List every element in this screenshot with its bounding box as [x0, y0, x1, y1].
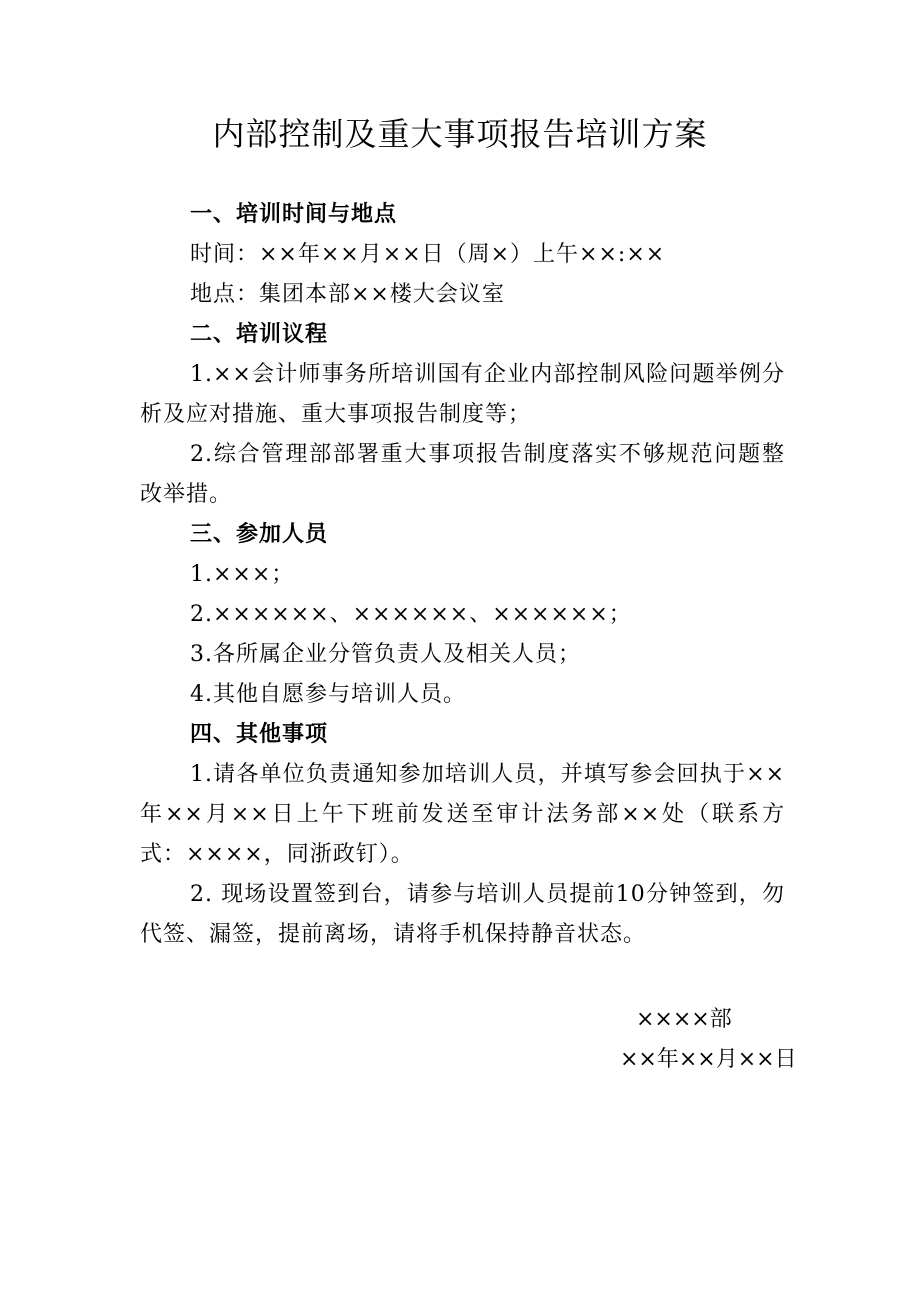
- participant-item-2: 2.××××××、××××××、××××××；: [190, 602, 632, 627]
- agenda-item-1: 1.××会计师事务所培训国有企业内部控制风险问题举例分析及应对措施、重大事项报告制度等；: [140, 362, 785, 427]
- agenda-item-2: 2.综合管理部部署重大事项报告制度落实不够规范问题整改举措。: [140, 442, 785, 507]
- section-heading-participants: 三、参加人员: [190, 522, 329, 547]
- section-heading-training-agenda: 二、培训议程: [190, 322, 329, 347]
- training-time: 时间：××年××月××日（周×）上午××:××: [190, 242, 666, 267]
- section-heading-training-time-place: 一、培训时间与地点: [190, 202, 398, 227]
- document-title: 内部控制及重大事项报告培训方案: [212, 115, 708, 153]
- document-body: [140, 195, 785, 955]
- section-heading-other-matters: 四、其他事项: [190, 722, 329, 747]
- signature-date: ××年××月××日: [620, 1047, 797, 1072]
- other-matter-item-2: 2. 现场设置签到台，请参与培训人员提前10分钟签到，勿代签、漏签，提前离场，请将手机保持静音状态。: [140, 882, 785, 947]
- participant-item-3: 3.各所属企业分管负责人及相关人员；: [190, 642, 581, 667]
- other-matter-item-1: 1.请各单位负责通知参加培训人员，并填写参会回执于××年××月××日上午下班前发送至审计法务部××处（联系方式：××××，同浙政钉）。: [140, 762, 785, 867]
- participant-item-4: 4.其他自愿参与培训人员。: [190, 682, 466, 707]
- signature-department: ××××部: [636, 1007, 732, 1032]
- training-place: 地点：集团本部××楼大会议室: [190, 282, 505, 307]
- participant-item-1: 1.×××；: [190, 562, 295, 587]
